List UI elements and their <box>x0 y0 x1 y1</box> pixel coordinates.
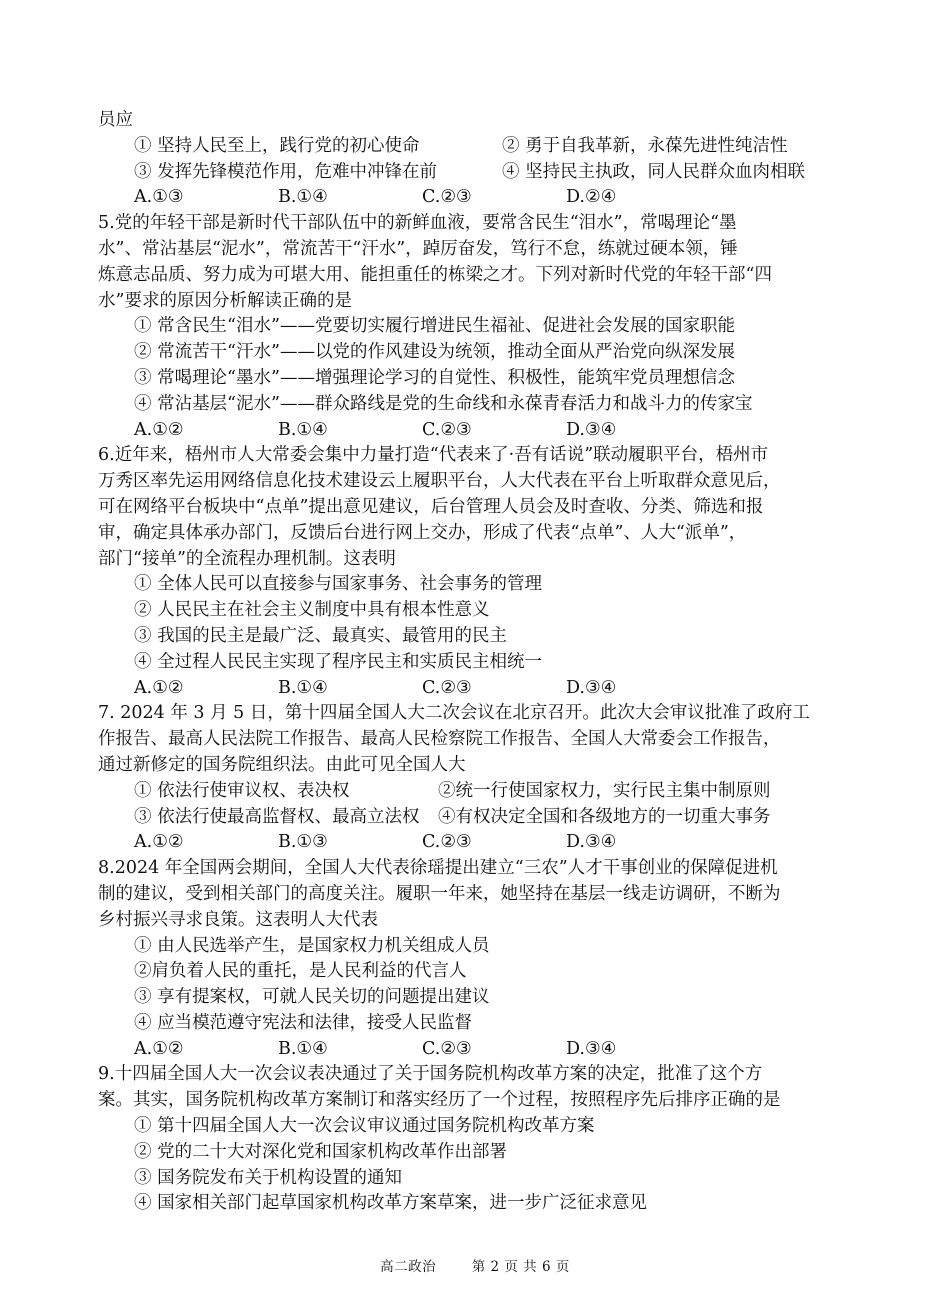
q8-statement: ③ 享有提案权，可就人民关切的问题提出建议 <box>134 987 490 1008</box>
choice-b[interactable]: B.①④ <box>278 187 328 208</box>
choice-a[interactable]: A.①② <box>134 1038 184 1059</box>
q5-stem-line: 5.党的年轻干部是新时代干部队伍中的新鲜血液，要常含民生“泪水”，常喝理论“墨 <box>98 213 737 234</box>
q9-stem-line: 9.十四届全国人大一次会议表决通过了关于国务院机构改革方案的决定，批准了这个方 <box>98 1064 763 1085</box>
q7-statements-row2 <box>98 805 858 831</box>
choice-b[interactable]: B.①④ <box>278 677 328 698</box>
q4-choices <box>98 185 858 211</box>
choice-c[interactable]: C.②③ <box>422 677 472 698</box>
q4-stem-end: 员应 <box>98 110 133 130</box>
q4-statement: ② 勇于自我革新，永葆先进性纯洁性 <box>502 135 788 156</box>
q7-stem-line: 通过新修定的国务院组织法。由此可见全国人大 <box>98 754 466 775</box>
q7-stem-line: 7. 2024 年 3 月 5 日，第十四届全国人大二次会议在北京召开。此次大会审议批准了政府工 <box>98 703 810 724</box>
q5-statement: ③ 常喝理论“墨水”——增强理论学习的自觉性、积极性，能筑牢党员理想信念 <box>134 367 735 388</box>
choice-a[interactable]: A.①② <box>134 832 184 853</box>
q7-statement: ③ 依法行使最高监督权、最高立法权 <box>134 806 420 827</box>
q6-statement: ② 人民民主在社会主义制度中具有根本性意义 <box>134 600 490 621</box>
q6-stem-line: 审，确定具体承办部门，反馈后台进行网上交办，形成了代表“点单”、人大“派单”， <box>98 522 747 543</box>
choice-d[interactable]: D.③④ <box>566 677 617 698</box>
q6-statement: ① 全体人民可以直接参与国家事务、社会事务的管理 <box>134 574 543 595</box>
q6-stem-line: 可在网络平台板块中“点单”提出意见建议，后台管理人员会及时查收、分类、筛选和报 <box>98 496 764 517</box>
question-body <box>98 108 858 1217</box>
q8-choices <box>98 1037 858 1063</box>
q5-statement: ① 常含民生“泪水”——党要切实履行增进民生福祉、促进社会发展的国家职能 <box>134 316 735 337</box>
q9-stem-line: 案。其实，国务院机构改革方案制订和落实经历了一个过程，按照程序先后排序正确的是 <box>98 1090 781 1111</box>
q5-choices <box>98 418 858 444</box>
q5-stem-line: 水”、常沾基层“泥水”，常流苦干“汗水”，踔厉奋发，笃行不怠，练就过硬本领，锤 <box>98 238 738 259</box>
choice-b[interactable]: B.①③ <box>278 832 328 853</box>
q7-statement: ① 依法行使审议权、表决权 <box>134 780 350 801</box>
q8-stem-line: 8.2024 年全国两会期间，全国人大代表徐瑶提出建立“三农”人才干事创业的保障促进机 <box>98 858 778 879</box>
choice-c[interactable]: C.②③ <box>422 419 472 440</box>
q7-statements-row1 <box>98 779 858 805</box>
choice-d[interactable]: D.②④ <box>566 187 617 208</box>
q7-statement: ②统一行使国家权力，实行民主集中制原则 <box>438 780 771 801</box>
choice-c[interactable]: C.②③ <box>422 187 472 208</box>
q5-statement: ② 常流苦干“汗水”——以党的作风建设为统领，推动全面从严治党向纵深发展 <box>134 342 735 363</box>
q9-statement: ④ 国家相关部门起草国家机构改革方案草案，进一步广泛征求意见 <box>134 1193 648 1214</box>
choice-d[interactable]: D.③④ <box>566 832 617 853</box>
q8-statement: ④ 应当模范遵守宪法和法律，接受人民监督 <box>134 1012 473 1033</box>
choice-b[interactable]: B.①④ <box>278 1038 328 1059</box>
q6-choices <box>98 676 858 702</box>
q6-stem-line: 6.近年来，梧州市人大常委会集中力量打造“代表来了·吾有话说”联动履职平台，梧州市 <box>98 445 769 466</box>
q8-statement: ②肩负着人民的重托，是人民利益的代言人 <box>134 961 467 982</box>
choice-c[interactable]: C.②③ <box>422 1038 472 1059</box>
choice-a[interactable]: A.①② <box>134 419 184 440</box>
choice-c[interactable]: C.②③ <box>422 832 472 853</box>
choice-d[interactable]: D.③④ <box>566 1038 617 1059</box>
q5-stem-line: 水”要求的原因分析解读正确的是 <box>98 290 352 311</box>
q4-statement: ④ 坚持民主执政，同人民群众血肉相联 <box>502 161 806 182</box>
q7-statement: ④有权决定全国和各级地方的一切重大事务 <box>438 806 771 827</box>
q4-statement: ③ 发挥先锋模范作用，危难中冲锋在前 <box>134 161 438 182</box>
q9-statement: ③ 国务院发布关于机构设置的通知 <box>134 1167 403 1188</box>
q4-statements-row1 <box>98 134 858 160</box>
q9-statement: ② 党的二十大对深化党和国家机构改革作出部署 <box>134 1141 508 1162</box>
q6-statement: ③ 我国的民主是最广泛、最真实、最管用的民主 <box>134 625 508 646</box>
q4-statement: ① 坚持人民至上，践行党的初心使命 <box>134 135 420 156</box>
q8-stem-line: 制的建议，受到相关部门的高度关注。履职一年来，她坚持在基层一线走访调研，不断为 <box>98 883 781 904</box>
q8-statement: ① 由人民选举产生，是国家权力机关组成人员 <box>134 935 490 956</box>
q9-statement: ① 第十四届全国人大一次会议审议通过国务院机构改革方案 <box>134 1116 595 1137</box>
footer-subject: 高二政治 <box>380 1259 437 1275</box>
q4-statements-row2 <box>98 160 858 186</box>
q5-statement: ④ 常沾基层“泥水”——群众路线是党的生命线和永葆青春活力和战斗力的传家宝 <box>134 393 753 414</box>
choice-a[interactable]: A.①③ <box>134 187 184 208</box>
q6-stem-line: 万秀区率先运用网络信息化技术建设云上履职平台，人大代表在平台上听取群众意见后， <box>98 471 781 492</box>
q6-statement: ④ 全过程人民民主实现了程序民主和实质民主相统一 <box>134 651 543 672</box>
page-footer <box>0 1255 950 1275</box>
q8-stem-line: 乡村振兴寻求良策。这表明人大代表 <box>98 909 378 930</box>
choice-b[interactable]: B.①④ <box>278 419 328 440</box>
q7-stem-line: 作报告、最高人民法院工作报告、最高人民检察院工作报告、全国人大常委会工作报告， <box>98 729 781 750</box>
footer-page-number: 第 2 页 共 6 页 <box>471 1259 570 1275</box>
q7-choices <box>98 830 858 856</box>
q6-stem-line: 部门“接单”的全流程办理机制。这表明 <box>98 548 396 569</box>
choice-d[interactable]: D.③④ <box>566 419 617 440</box>
q5-stem-line: 炼意志品质、努力成为可堪大用、能担重任的栋梁之才。下列对新时代党的年轻干部“四 <box>98 264 772 285</box>
choice-a[interactable]: A.①② <box>134 677 184 698</box>
